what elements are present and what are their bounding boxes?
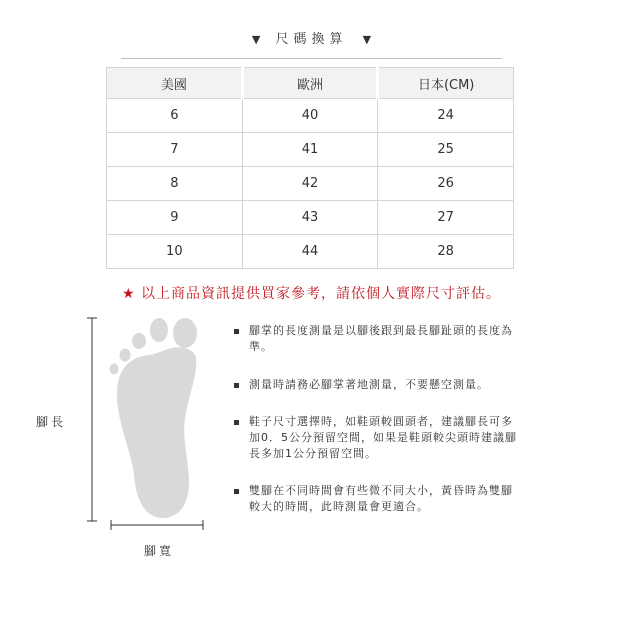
table-cell: 8 [107,167,243,201]
table-cell: 44 [242,235,378,269]
length-dimension-line [87,318,97,521]
list-item: 腳掌的長度測量是以腳後跟到最長腳趾頭的長度為準。 [234,323,519,355]
table-cell: 42 [242,167,378,201]
down-triangle-icon: ▼ [251,33,261,46]
down-triangle-icon: ▼ [362,33,372,46]
table-cell: 6 [107,99,243,133]
table-cell: 25 [378,133,514,167]
table-cell: 41 [242,133,378,167]
column-header-jp: 日本(CM) [378,68,514,99]
column-header-us: 美國 [107,68,243,99]
table-cell: 43 [242,201,378,235]
section-title-text: 尺碼換算 [275,32,348,47]
reference-notice: ★ 以上商品資訊提供買家參考，請依個人實際尺寸評估。 [122,286,501,302]
table-cell: 27 [378,201,514,235]
table-cell: 10 [107,235,243,269]
column-header-eu: 歐洲 [242,68,378,99]
table-cell: 24 [378,99,514,133]
measurement-notes [234,323,534,515]
footprint-icon [110,318,198,518]
foot-length-label: 腳長 [36,415,67,429]
table-cell: 9 [107,201,243,235]
table-cell: 28 [378,235,514,269]
width-dimension-line [111,520,203,530]
foot-width-label: 腳寬 [144,544,175,558]
table-cell: 26 [378,167,514,201]
table-cell: 40 [242,99,378,133]
list-item: 測量時請務必腳掌著地測量，不要懸空測量。 [234,377,549,393]
list-item: 鞋子尺寸選擇時，如鞋頭較圓頭者，建議腳長可多加0．5公分預留空間，如果是鞋頭較尖頭時建議腳長多加1公分預留空間。 [234,414,519,462]
table-cell: 7 [107,133,243,167]
list-item: 雙腳在不同時間會有些微不同大小，黃昏時為雙腳較大的時間，此時測量會更適合。 [234,483,519,515]
